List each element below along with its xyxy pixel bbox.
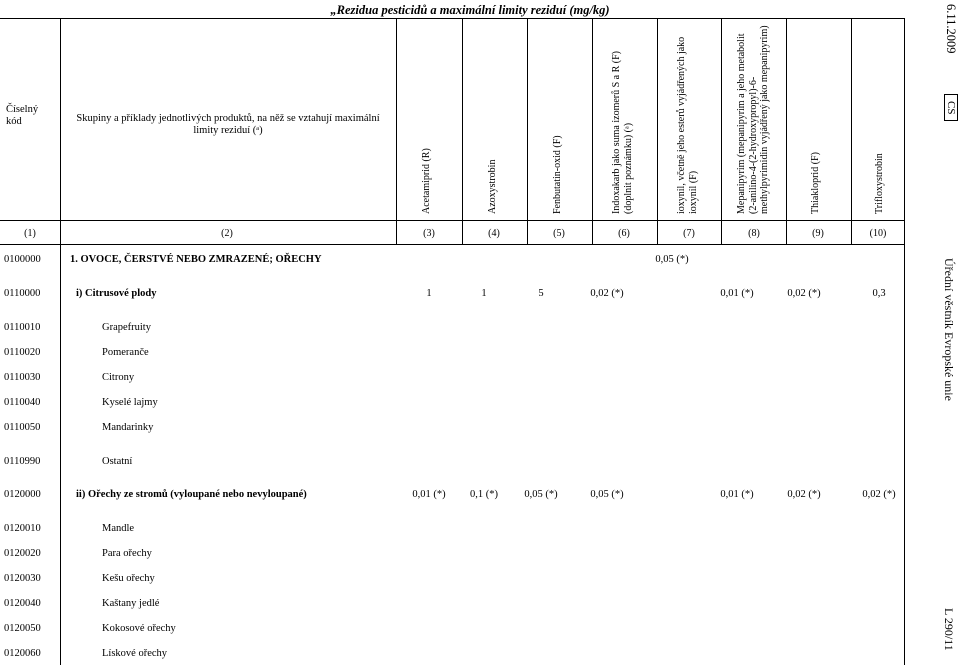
row-label: ii) Ořechy ze stromů (vyloupané nebo nevyloupané)	[76, 489, 307, 500]
substance-header-ioxynil: ioxynil, včetně jeho esterů vyjádřených jako ioxynil (F)	[676, 36, 699, 214]
colnum-bottom-rule	[0, 244, 904, 245]
row-code: 0120060	[4, 648, 41, 659]
mrl-value: 0,02 (*)	[862, 489, 896, 500]
publication-date: 6.11.2009	[944, 4, 958, 54]
table-row	[0, 456, 940, 476]
table-row	[0, 489, 940, 509]
row-code: 0120030	[4, 573, 41, 584]
row-label: Kyselé lajmy	[102, 397, 158, 408]
table-row	[0, 623, 940, 643]
substance-header-mepanipyrim: Mepanipyrim (mepanipyrim a jeho metabolit (2-anilino-4-(2-hydroxypropyl)-6-methylpyrimidin vyjádřený jako mepanipyrim)	[736, 25, 770, 214]
mrl-value: 0,01 (*)	[720, 288, 754, 299]
column-number: (8)	[748, 228, 760, 239]
row-label: Grapefruity	[102, 322, 151, 333]
table-row	[0, 322, 940, 342]
code-column-header: Číselný kód	[6, 104, 39, 128]
table-title: „Rezidua pesticidů a maximální limity reziduí (mg/kg)	[330, 3, 610, 17]
col4-rule	[527, 18, 528, 244]
row-code: 0110050	[4, 422, 41, 433]
column-number: (7)	[683, 228, 695, 239]
substance-header-thiakloprid: Thiakloprid (F)	[810, 152, 821, 214]
mrl-value: 0,01 (*)	[412, 489, 446, 500]
col5-rule	[592, 18, 593, 244]
substance-header-acetamiprid: Acetamiprid (R)	[421, 148, 432, 214]
table-row	[0, 548, 940, 568]
row-label: 1. OVOCE, ČERSTVÉ NEBO ZMRAZENÉ; OŘECHY	[70, 254, 322, 265]
row-code: 0120040	[4, 598, 41, 609]
group-column-header: Skupiny a příklady jednotlivých produktů, na něž se vztahují maximální limity reziduí (ᵃ)	[76, 113, 380, 137]
header-top-rule	[0, 18, 904, 19]
mrl-value: 0,3	[872, 288, 886, 299]
mrl-value: 0,01 (*)	[720, 489, 754, 500]
mrl-value: 1	[426, 288, 432, 299]
group-column-rule	[396, 18, 397, 244]
page-reference: L 290/11	[942, 608, 956, 651]
row-label: Citrony	[102, 372, 135, 383]
table-row	[0, 254, 940, 274]
header-bottom-rule	[0, 220, 904, 221]
column-number: (6)	[618, 228, 630, 239]
mrl-value: 1	[481, 288, 487, 299]
substance-header-trifloxystrobin: Trifloxystrobin	[874, 153, 885, 214]
row-code: 0120010	[4, 523, 41, 534]
row-label: Pomeranče	[102, 347, 149, 358]
table-row	[0, 598, 940, 618]
row-label: Ostatní	[102, 456, 133, 467]
table-row	[0, 648, 940, 668]
substance-header-azoxystrobin: Azoxystrobin	[487, 159, 498, 214]
table-row	[0, 523, 940, 543]
column-number: (3)	[423, 228, 435, 239]
row-label: Mandle	[102, 523, 135, 534]
col3-rule	[462, 18, 463, 244]
substance-header-fenbutatin: Fenbutatin-oxid (F)	[552, 135, 563, 214]
column-number: (5)	[553, 228, 565, 239]
row-label: Para ořechy	[102, 548, 152, 559]
row-code: 0120020	[4, 548, 41, 559]
col7-rule	[721, 18, 722, 244]
row-code: 0100000	[4, 254, 41, 265]
table-row	[0, 347, 940, 367]
column-number: (9)	[812, 228, 824, 239]
mrl-value: 0,02 (*)	[787, 489, 821, 500]
table-row	[0, 573, 940, 593]
col9-rule	[851, 18, 852, 244]
row-code: 0120000	[4, 489, 41, 500]
row-label: Lískové ořechy	[102, 648, 168, 659]
table-row	[0, 288, 940, 308]
row-label: Kaštany jedlé	[102, 598, 160, 609]
table-row	[0, 397, 940, 417]
substance-header-indoxakarb: Indoxakarb jako suma izomerů S a R (F) (doplnit poznámku) (ᵃ)	[611, 50, 634, 214]
row-label: i) Citrusové plody	[76, 288, 157, 299]
row-label: Kokosové ořechy	[102, 623, 176, 634]
column-number: (2)	[221, 228, 233, 239]
journal-name: Úřední věstník Evropské unie	[942, 258, 956, 401]
mrl-value: 0,05 (*)	[655, 254, 689, 265]
mrl-value: 0,02 (*)	[787, 288, 821, 299]
row-code: 0110010	[4, 322, 41, 333]
table-row	[0, 422, 940, 442]
row-code: 0110000	[4, 288, 41, 299]
col8-rule	[786, 18, 787, 244]
row-code: 0110030	[4, 372, 41, 383]
mrl-value: 5	[538, 288, 544, 299]
row-code: 0110990	[4, 456, 41, 467]
col6-rule	[657, 18, 658, 244]
row-code: 0120050	[4, 623, 41, 634]
mrl-value: 0,02 (*)	[590, 288, 624, 299]
table-row	[0, 372, 940, 392]
mrl-value: 0,05 (*)	[524, 489, 558, 500]
column-number: (1)	[24, 228, 36, 239]
mrl-value: 0,1 (*)	[470, 489, 498, 500]
language-badge: CS	[944, 94, 958, 121]
row-code: 0110040	[4, 397, 41, 408]
row-label: Kešu ořechy	[102, 573, 155, 584]
column-number: (10)	[869, 228, 887, 239]
column-number: (4)	[488, 228, 500, 239]
row-label: Mandarinky	[102, 422, 154, 433]
row-code: 0110020	[4, 347, 41, 358]
mrl-value: 0,05 (*)	[590, 489, 624, 500]
